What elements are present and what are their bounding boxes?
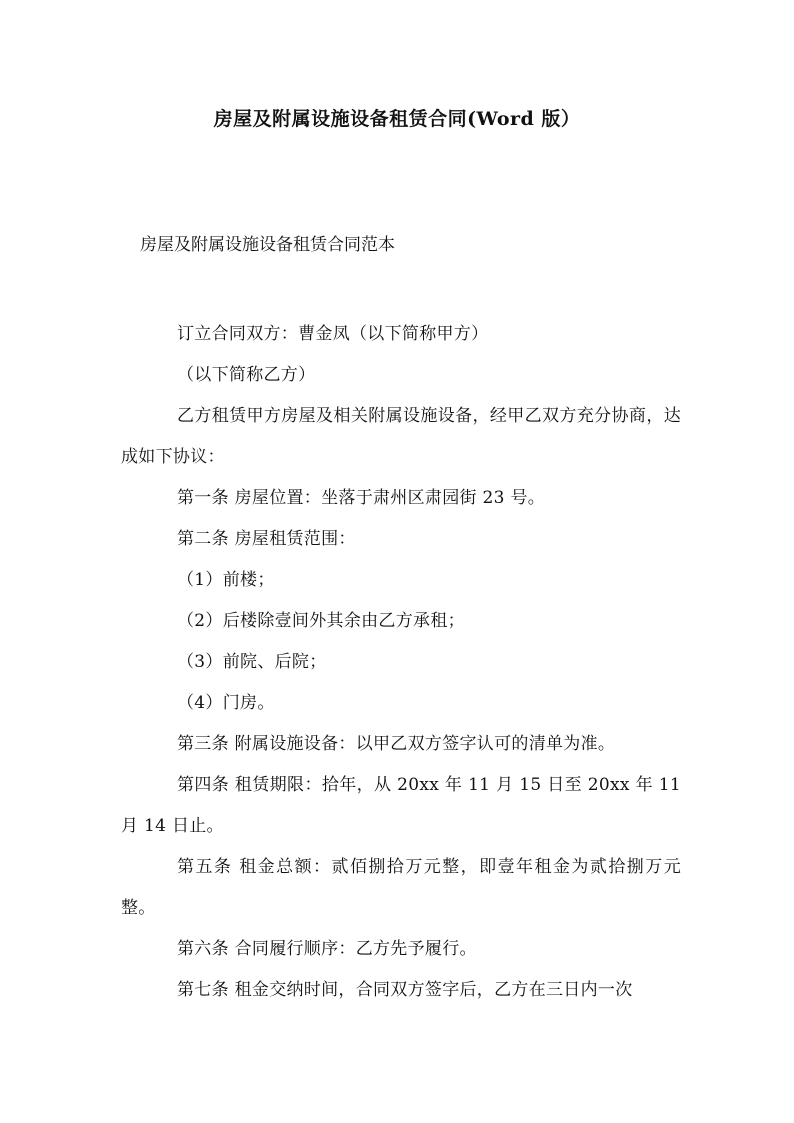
document-subtitle: 房屋及附属设施设备租赁合同范本 bbox=[140, 235, 395, 255]
clause-1: 第一条 房屋位置：坐落于肃州区肃园街 23 号。 bbox=[177, 488, 546, 508]
clause-7: 第七条 租金交纳时间，合同双方签字后，乙方在三日内一次 bbox=[177, 980, 633, 1000]
contract-body bbox=[121, 314, 681, 1011]
clause-6: 第六条 合同履行顺序：乙方先予履行。 bbox=[177, 939, 477, 959]
clause-2-item-3: （3）前院、后院； bbox=[177, 652, 327, 672]
clause-4: 第四条 租赁期限：拾年，从 20xx 年 11 月 15 日至 20xx 年 11 月 14 日止。 bbox=[121, 775, 681, 836]
document-title: 房屋及附属设施设备租赁合同(Word 版） bbox=[213, 108, 581, 130]
paragraph-parties: 订立合同双方：曹金凤（以下简称甲方） bbox=[177, 324, 489, 344]
paragraph-agreement: 乙方租赁甲方房屋及相关附属设施设备，经甲乙双方充分协商，达成如下协议： bbox=[121, 406, 681, 467]
clause-3: 第三条 附属设施设备：以甲乙双方签字认可的清单为准。 bbox=[177, 734, 616, 754]
clause-2: 第二条 房屋租赁范围： bbox=[177, 529, 356, 549]
clause-2-item-1: （1）前楼； bbox=[177, 570, 275, 590]
clause-5: 第五条 租金总额：贰佰捌拾万元整，即壹年租金为贰拾捌万元整。 bbox=[121, 857, 681, 918]
paragraph-party-b: （以下简称乙方） bbox=[177, 365, 316, 385]
clause-2-item-4: （4）门房。 bbox=[177, 693, 275, 713]
clause-2-item-2: （2）后楼除壹间外其余由乙方承租； bbox=[177, 611, 465, 631]
